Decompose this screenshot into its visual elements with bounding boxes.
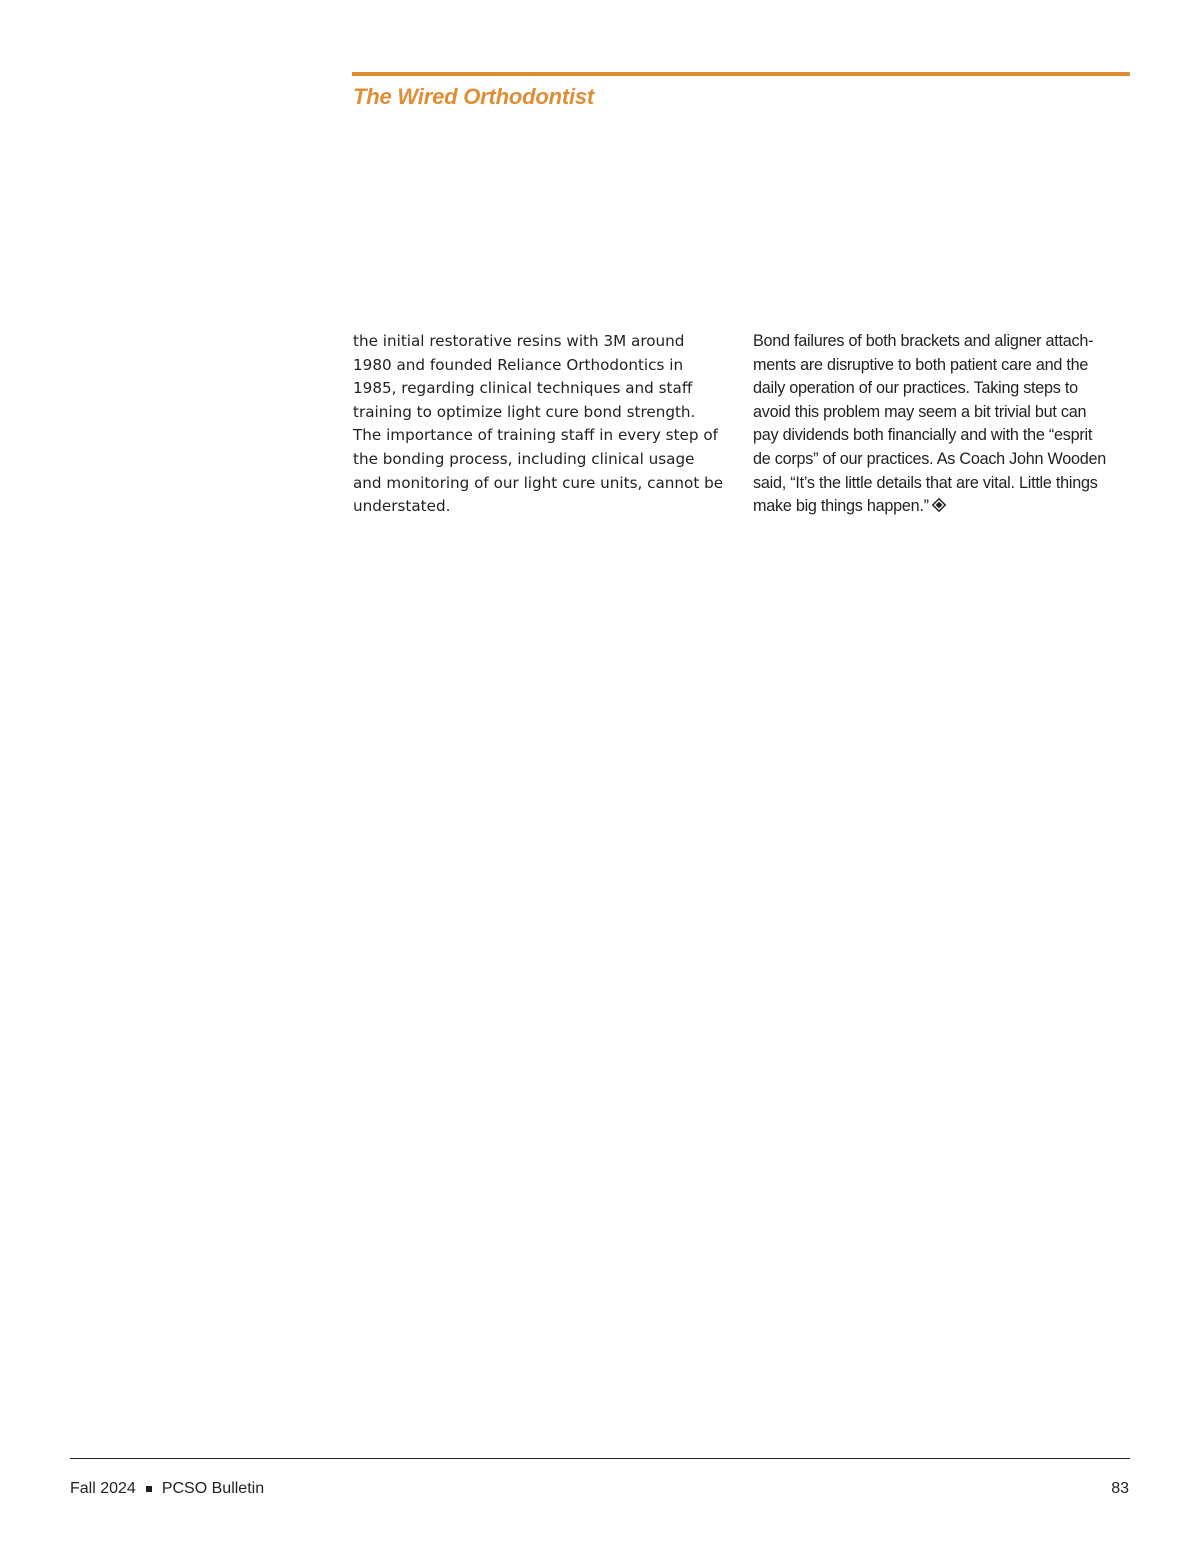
issue-label: Fall 2024 bbox=[70, 1480, 136, 1497]
text-line: pay dividends both financially and with the “esprit bbox=[753, 426, 1093, 445]
text-line: and monitoring of our light cure units, cannot be bbox=[353, 473, 724, 492]
article-column-left bbox=[353, 330, 725, 519]
article-column-right bbox=[753, 330, 1128, 519]
text-line: understated. bbox=[353, 497, 451, 516]
header-rule bbox=[352, 72, 1130, 76]
text-line: ments are disruptive to both patient care and the bbox=[753, 355, 1089, 374]
diamond-end-mark-icon bbox=[932, 498, 946, 512]
text-line: 1980 and founded Reliance Orthodontics in bbox=[353, 355, 684, 374]
text-line: Bond failures of both brackets and aligner attach- bbox=[753, 332, 1094, 350]
text-line: daily operation of our practices. Taking steps to bbox=[753, 379, 1078, 398]
text-line: the bonding process, including clinical usage bbox=[353, 449, 695, 468]
footer-publication-info bbox=[70, 1480, 264, 1498]
section-title: The Wired Orthodontist bbox=[353, 84, 595, 109]
text-line: training to optimize light cure bond strength. bbox=[353, 402, 696, 421]
text-line: 1985, regarding clinical techniques and staff bbox=[353, 379, 693, 398]
text-line: de corps” of our practices. As Coach John Wooden bbox=[753, 449, 1107, 468]
footer-rule bbox=[70, 1458, 1130, 1459]
text-line: The importance of training staff in every step of bbox=[353, 426, 718, 445]
publication-name: PCSO Bulletin bbox=[161, 1480, 265, 1497]
square-bullet-icon bbox=[146, 1486, 152, 1492]
text-line: the initial restorative resins with 3M around bbox=[353, 332, 685, 350]
closing-sentence: make big things happen.” bbox=[753, 497, 929, 516]
page-number: 83 bbox=[1111, 1480, 1129, 1497]
text-line: said, “It’s the little details that are vital. Little things bbox=[753, 473, 1098, 492]
text-line-last bbox=[753, 495, 1128, 519]
text-line: avoid this problem may seem a bit trivial but can bbox=[753, 402, 1087, 421]
